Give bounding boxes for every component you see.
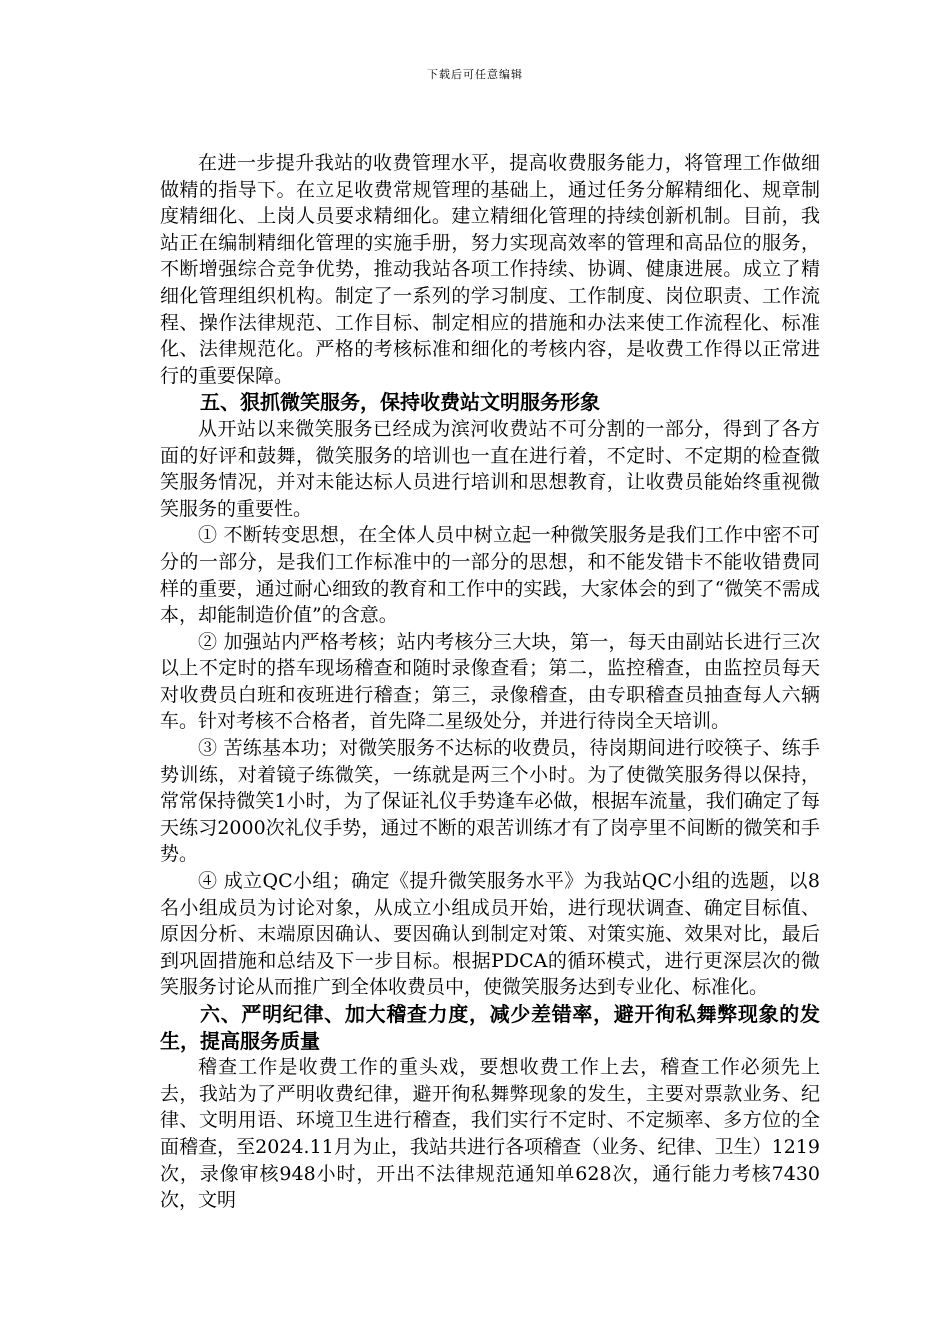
paragraph-refined-management: 在进一步提升我站的收费管理水平，提高收费服务能力，将管理工作做细做精的指导下。在立足收费常规管理的基础上，通过任务分解精细化、规章制度精细化、上岗人员要求精细化。建立精细化管理的持续创新机制。目前，我站正在编制精细化管理的实施手册，努力实现高效率的管理和高品位的服务，不断增强综合竞争优势，推动我站各项工作持续、协调、健康进展。成立了精细化管理组织机构。制定了一系列的学习制度、工作制度、岗位职责、工作流程、操作法律规范、工作目标、制定相应的措施和办法来使工作流程化、标准化、法律规范化。严格的考核标准和细化的考核内容，是收费工作得以正常进行的重要保障。 [160,152,820,387]
paragraph-item-3: ③ 苦练基本功；对微笑服务不达标的收费员，待岗期间进行咬筷子、练手势训练，对着镜子练微笑，一练就是两三个小时。为了使微笑服务得以保持，常常保持微笑1小时，为了保证礼仪手势逢车必做，根据车流量，我们确定了每天练习2000次礼仪手势，通过不断的艰苦训练才有了岗亭里不间断的微笑和手势。 [160,737,820,866]
paragraph-inspection: 稽查工作是收费工作的重头戏，要想收费工作上去，稽查工作必须先上去，我站为了严明收费纪律，避开徇私舞弊现象的发生，主要对票款业务、纪律、文明用语、环境卫生进行稽查，我们实行不定时、不定频率、多方位的全面稽查，至2024.11月为止，我站共进行各项稽查（业务、纪律、卫生）1219次，录像审核948小时，开出不法律规范通知单628次，通行能力考核7430次，文明 [160,1056,820,1212]
page-header-note: 下载后可任意编辑 [427,68,523,81]
paragraph-smile-service-intro: 从开站以来微笑服务已经成为滨河收费站不可分割的一部分，得到了各方面的好评和鼓舞，微笑服务的培训也一直在进行着，不定时、不定期的检查微笑服务情况，并对未能达标人员进行培训和思想教育，让收费员能始终重视微笑服务的重要性。 [160,417,820,520]
section-heading-smile-service: 五、狠抓微笑服务，保持收费站文明服务形象 [200,390,600,415]
paragraph-item-4: ④ 成立QC小组；确定《提升微笑服务水平》为我站QC小组的选题，以8名小组成员为讨论对象，从成立小组成员开始，进行现状调查、确定目标值、原因分析、末端原因确认、要因确认到制定对策、对策实施、效果对比，最后到巩固措施和总结及下一步目标。根据PDCA的循环模式，进行更深层次的微笑服务讨论从而推广到全体收费员中，使微笑服务达到专业化、标准化。 [160,870,820,999]
document-body [160,150,820,1214]
section-heading-discipline: 六、严明纪律、加大稽查力度，减少差错率，避开徇私舞弊现象的发生，提高服务质量 [160,1002,820,1053]
paragraph-item-2: ② 加强站内严格考核；站内考核分三大块，第一，每天由副站长进行三次以上不定时的搭车现场稽查和随时录像查看；第二，监控稽查，由监控员每天对收费员白班和夜班进行稽查；第三，录像稽查，由专职稽查员抽查每人六辆车。针对考核不合格者，首先降二星级处分，并进行待岗全天培训。 [160,630,820,733]
paragraph-item-1: ① 不断转变思想，在全体人员中树立起一种微笑服务是我们工作中密不可分的一部分，是我们工作标准中的一部分的思想，和不能发错卡不能收错费同样的重要，通过耐心细致的教育和工作中的实践，大家体会的到了“微笑不需成本，却能制造价值”的含意。 [160,524,820,627]
